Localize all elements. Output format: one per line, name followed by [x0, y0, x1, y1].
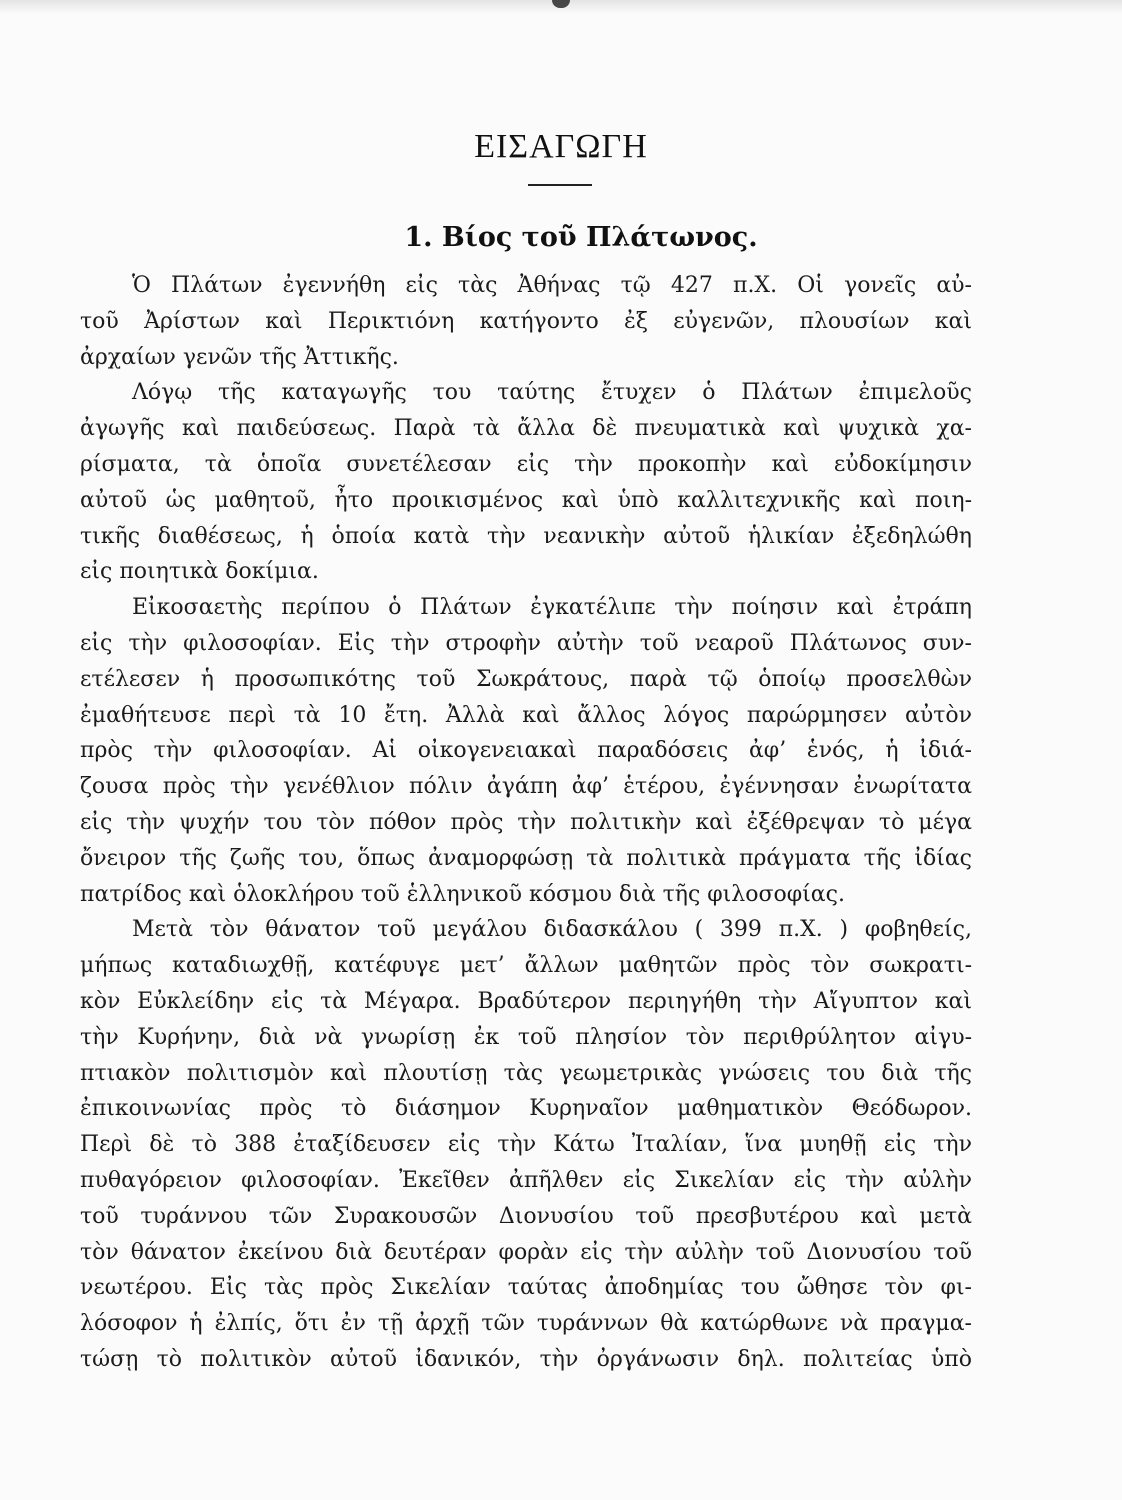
heading-divider — [528, 184, 592, 186]
text-line: Ὁ Πλάτων ἐγεννήθη εἰς τὰς Ἀθήνας τῷ 427 π.Χ. Οἱ γονεῖς αὐ- — [132, 273, 972, 298]
text-line: ὄνειρον τῆς ζωῆς του, ὅπως ἀναμορφώσῃ τὰ πολιτικὰ πράγματα τῆς ἰδίας — [80, 845, 972, 871]
text-line: τοῦ Ἀρίστων καὶ Περικτιόνη κατήγοντο ἐξ εὐγενῶν, πλουσίων καὶ — [80, 308, 972, 334]
text-line: νεωτέρου. Εἰς τὰς πρὸς Σικελίαν ταύτας ἀποδημίας του ὤθησε τὸν φι- — [80, 1275, 972, 1301]
text-line: τὸν θάνατον ἐκείνου διὰ δευτέραν φορὰν εἰς τὴν αὐλὴν τοῦ Διονυσίου τοῦ — [80, 1239, 972, 1265]
text-line: Περὶ δὲ τὸ 388 ἐταξίδευσεν εἰς τὴν Κάτω Ἰταλίαν, ἵνα μυηθῇ εἰς τὴν — [80, 1132, 972, 1158]
text-line: ἀγωγῆς καὶ παιδεύσεως. Παρὰ τὰ ἄλλα δὲ πνευματικὰ καὶ ψυχικὰ χα- — [80, 416, 972, 442]
text-line: τώσῃ τὸ πολιτικὸν αὐτοῦ ἰδανικόν, τὴν ὀργάνωσιν δηλ. πολιτείας ὑπὸ — [80, 1346, 972, 1372]
text-line: πρὸς τὴν φιλοσοφίαν. Αἱ οἰκογενειακαὶ παραδόσεις ἀφ’ ἑνός, ἡ ἰδιά- — [80, 738, 972, 764]
section-title: 1. Βίος τοῦ Πλάτωνος. — [404, 222, 758, 253]
page-heading: ΕΙΣΑΓΩΓΗ — [474, 128, 648, 165]
text-line: ζουσα πρὸς τὴν γενέθλιον πόλιν ἀγάπη ἀφ’ ἑτέρου, ἐγέννησαν ἐνωρίτατα — [80, 774, 972, 800]
text-line: ἐμαθήτευσε περὶ τὰ 10 ἔτη. Ἀλλὰ καὶ ἄλλος λόγος παρώρμησεν αὐτὸν — [80, 702, 972, 728]
text-line: κὸν Εὐκλείδην εἰς τὰ Μέγαρα. Βραδύτερον περιηγήθη τὴν Αἴγυπτον καὶ — [80, 988, 972, 1014]
text-line: ετέλεσεν ἡ προσωπικότης τοῦ Σωκράτους, παρὰ τῷ ὁποίῳ προσελθὼν — [80, 666, 972, 692]
text-line: πατρίδος καὶ ὁλοκλήρου τοῦ ἑλληνικοῦ κόσμου διὰ τῆς φιλοσοφίας. — [80, 881, 845, 907]
text-line: Λόγῳ τῆς καταγωγῆς του ταύτης ἔτυχεν ὁ Πλάτων ἐπιμελοῦς — [132, 380, 972, 406]
text-line: τοῦ τυράννου τῶν Συρακουσῶν Διονυσίου τοῦ πρεσβυτέρου καὶ μετὰ — [80, 1203, 972, 1229]
text-line: πυθαγόρειον φιλοσοφίαν. Ἐκεῖθεν ἀπῆλθεν εἰς Σικελίαν εἰς τὴν αὐλὴν — [80, 1167, 972, 1193]
text-line: εἰς τὴν ψυχήν του τὸν πόθον πρὸς τὴν πολιτικὴν καὶ ἐξέθρεψαν τὸ μέγα — [80, 809, 972, 835]
text-line: ἐπικοινωνίας πρὸς τὸ διάσημον Κυρηναῖον μαθηματικὸν Θεόδωρον. — [80, 1096, 972, 1122]
text-line: τὴν Κυρήνην, διὰ νὰ γνωρίσῃ ἐκ τοῦ πλησίον τὸν περιθρύλητον αἰγυ- — [80, 1024, 972, 1050]
text-line: αὐτοῦ ὡς μαθητοῦ, ἦτο προικισμένος καὶ ὑπὸ καλλιτεχνικῆς καὶ ποιη- — [80, 487, 972, 513]
text-line: εἰς τὴν φιλοσοφίαν. Εἰς τὴν στροφὴν αὐτὴν τοῦ νεαροῦ Πλάτωνος συν- — [80, 630, 972, 656]
text-line: ἀρχαίων γενῶν τῆς Ἀττικῆς. — [80, 344, 399, 370]
text-line: λόσοφον ἡ ἐλπίς, ὅτι ἐν τῇ ἀρχῇ τῶν τυράννων θὰ κατώρθωνε νὰ πραγμα- — [80, 1311, 972, 1337]
text-line: τικῆς διαθέσεως, ἡ ὁποία κατὰ τὴν νεανικὴν αὐτοῦ ἡλικίαν ἐξεδηλώθη — [80, 523, 972, 549]
text-line: Μετὰ τὸν θάνατον τοῦ μεγάλου διδασκάλου ( 399 π.Χ. ) φοβηθείς, — [132, 917, 972, 943]
text-line: μήπως καταδιωχθῇ, κατέφυγε μετ’ ἄλλων μαθητῶν πρὸς τὸν σωκρατι- — [80, 953, 972, 979]
text-line: ρίσματα, τὰ ὁποῖα συνετέλεσαν εἰς τὴν προκοπὴν καὶ εὐδοκίμησιν — [80, 451, 972, 477]
text-line: Εἰκοσαετὴς περίπου ὁ Πλάτων ἐγκατέλιπε τὴν ποίησιν καὶ ἐτράπη — [132, 595, 972, 621]
body-text — [80, 268, 972, 1378]
text-line: πτιακὸν πολιτισμὸν καὶ πλουτίσῃ τὰς γεωμετρικὰς γνώσεις του διὰ τῆς — [80, 1060, 972, 1086]
text-line: εἰς ποιητικὰ δοκίμια. — [80, 559, 319, 585]
